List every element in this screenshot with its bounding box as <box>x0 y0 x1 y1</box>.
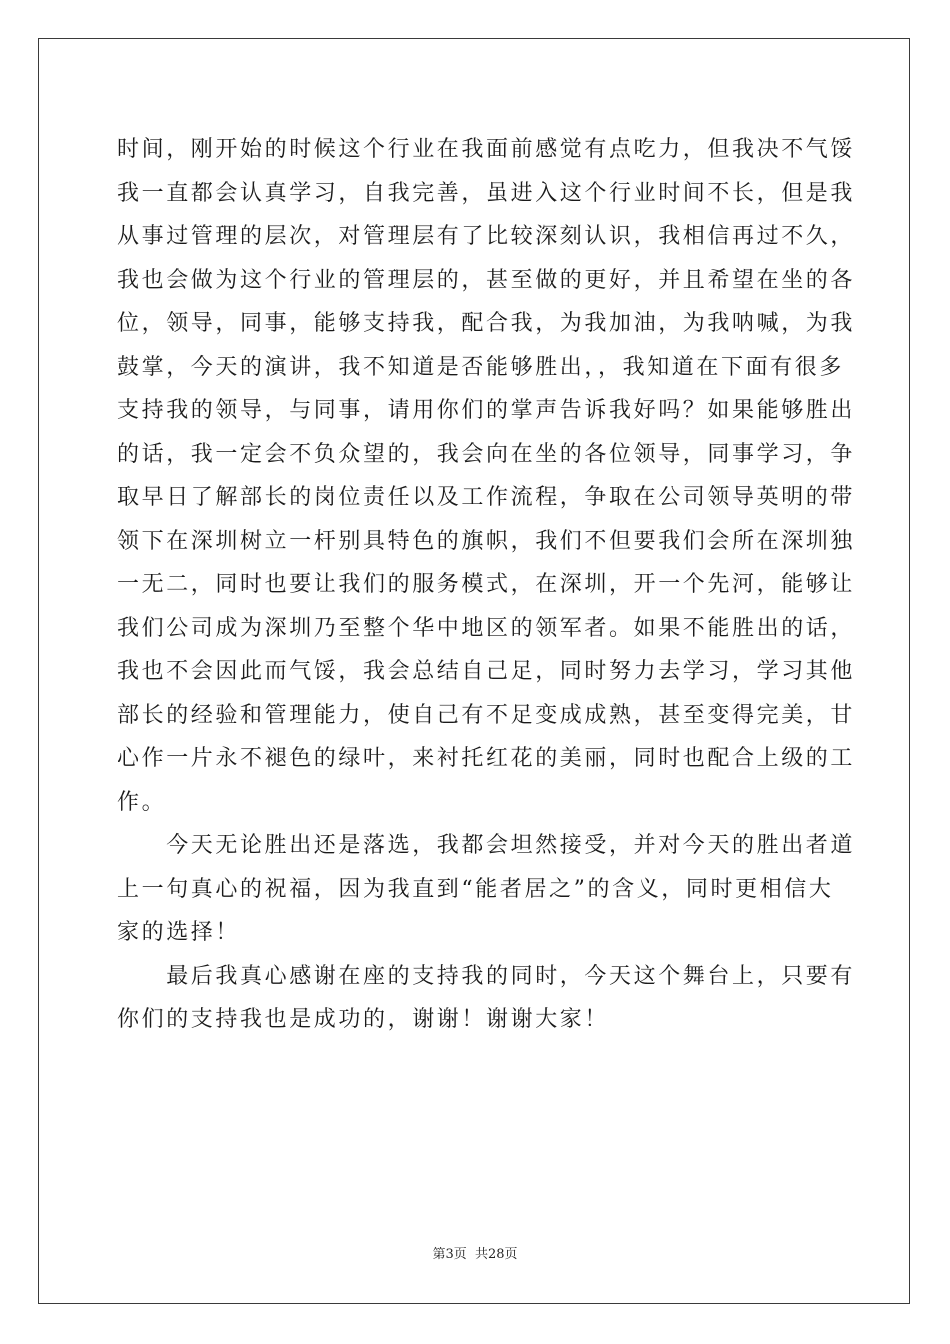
page-number: 第3页 <box>432 1247 467 1262</box>
text-line: 你们的支持我也是成功的，谢谢！谢谢大家！ <box>117 1007 610 1032</box>
text-line: 位，领导，同事，能够支持我，配合我，为我加油，为我呐喊，为我 <box>117 311 856 336</box>
text-line: 作。 <box>117 789 167 815</box>
page-footer <box>0 1247 950 1263</box>
text-line: 我也会做为这个行业的管理层的，甚至做的更好，并且希望在坐的各 <box>117 267 856 293</box>
text-line: 时间，刚开始的时候这个行业在我面前感觉有点吃力，但我决不气馁 <box>117 137 856 162</box>
text-line: 今天无论胜出还是落选，我都会坦然接受，并对今天的胜出者道 <box>117 833 856 858</box>
text-line: 我一直都会认真学习，自我完善，虽进入这个行业时间不长，但是我 <box>117 180 856 206</box>
text-line: 鼓掌，今天的演讲，我不知道是否能够胜出，，我知道在下面有很多 <box>117 354 845 380</box>
text-line: 我们公司成为深圳乃至整个华中地区的领军者。如果不能胜出的话， <box>117 615 856 641</box>
text-line: 家的选择！ <box>117 920 241 945</box>
page-total: 共28页 <box>474 1247 518 1262</box>
text-line: 一无二，同时也要让我们的服务模式，在深圳，开一个先河，能够让 <box>117 572 856 597</box>
text-line: 部长的经验和管理能力，使自己有不足变成成熟，甚至变得完美，甘 <box>117 702 856 728</box>
text-line: 支持我的领导，与同事，请用你们的掌声告诉我好吗？如果能够胜出 <box>117 398 856 423</box>
text-line: 的话，我一定会不负众望的，我会向在坐的各位领导，同事学习，争 <box>117 441 856 467</box>
text-line: 我也不会因此而气馁，我会总结自己足，同时努力去学习，学习其他 <box>117 659 856 684</box>
text-line: 从事过管理的层次，对管理层有了比较深刻认识，我相信再过不久， <box>117 224 856 249</box>
text-line: 心作一片永不褪色的绿叶，来衬托红花的美丽，同时也配合上级的工 <box>117 746 856 771</box>
document-body <box>117 128 856 1042</box>
text-line: 最后我真心感谢在座的支持我的同时，今天这个舞台上，只要有 <box>117 963 856 989</box>
text-line: 取早日了解部长的岗位责任以及工作流程，争取在公司领导英明的带 <box>117 485 856 510</box>
text-line: 上一句真心的祝福，因为我直到“能者居之”的含义，同时更相信大 <box>117 876 834 902</box>
text-line: 领下在深圳树立一杆别具特色的旗帜，我们不但要我们会所在深圳独 <box>117 528 856 554</box>
